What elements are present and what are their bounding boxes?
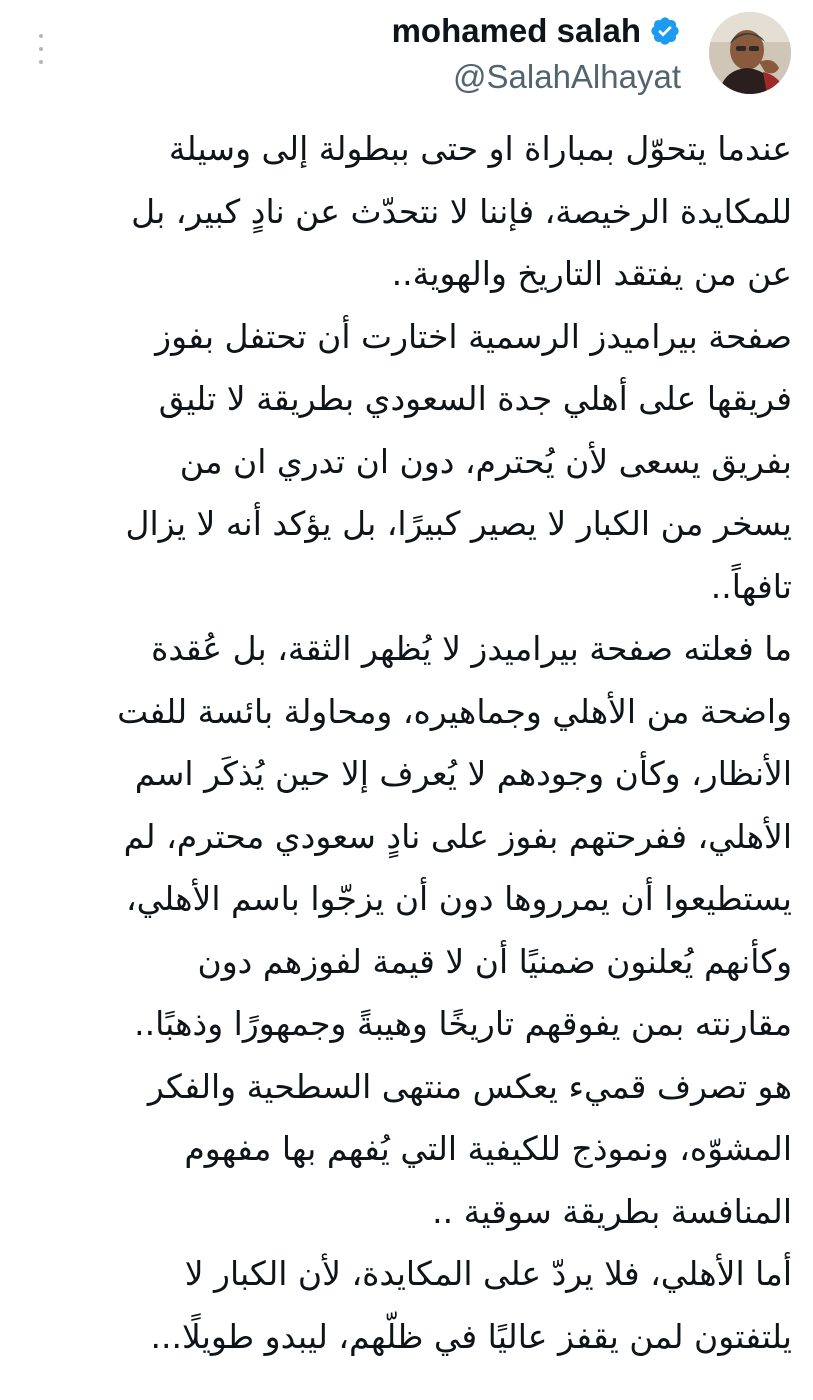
tweet-text-line: الأهلي، ففرحتهم بفوز على نادٍ سعودي محترم، لم: [123, 816, 792, 856]
tweet-text-line: يستطيعوا أن يمرروها دون أن يزجّوا باسم الأهلي،: [126, 879, 792, 918]
avatar-portrait-image: [709, 12, 791, 94]
author-identity: [392, 8, 681, 96]
tweet-text-line: صفحة بيراميدز الرسمية اختارت أن تحتفل بفوز: [155, 316, 792, 356]
author-name-row: [392, 8, 681, 54]
author-handle[interactable]: @SalahAlhayat: [453, 58, 681, 95]
tweet-text: [22, 118, 792, 1368]
tweet-text-line: تافهاً..: [710, 566, 792, 606]
tweet-text-line: هو تصرف قميء يعكس منتهى السطحية والفكر: [147, 1066, 792, 1106]
tweet-text-line: المنافسة بطريقة سوقية ..: [432, 1191, 792, 1231]
tweet-text-line: واضحة من الأهلي وجماهيره، ومحاولة بائسة للفت: [117, 691, 792, 731]
tweet-text-line: أما الأهلي، فلا يردّ على المكايدة، لأن الكبار لا: [184, 1254, 792, 1293]
more-vertical-icon-dot: [39, 60, 43, 64]
tweet-text-line: للمكايدة الرخيصة، فإننا لا نتحدّث عن نادٍ كبير، بل: [131, 191, 792, 231]
tweet-header: [0, 0, 813, 110]
more-options-button[interactable]: [30, 34, 52, 64]
tweet-text-line: وكأنهم يُعلنون ضمنيًا أن لا قيمة لفوزهم دون: [197, 941, 792, 981]
more-vertical-icon: [39, 34, 43, 38]
tweet-text-line: الأنظار، وكأن وجودهم لا يُعرف إلا حين يُذكَر اسم: [134, 754, 792, 793]
more-vertical-icon-dot: [39, 47, 43, 51]
tweet-text-line: بفريق يسعى لأن يُحترم، دون ان تدري ان من: [179, 441, 792, 481]
avatar[interactable]: [709, 12, 791, 94]
tweet-text-line: فريقها على أهلي جدة السعودي بطريقة لا تليق: [158, 379, 792, 418]
verified-badge-icon: [649, 15, 681, 47]
tweet-text-line: عندما يتحوّل بمباراة او حتى ببطولة إلى وسيلة: [168, 129, 792, 168]
tweet-text-line: يسخر من الكبار لا يصير كبيرًا، بل يؤكد أنه لا يزال: [125, 504, 792, 543]
tweet-text-line: ما فعلته صفحة بيراميدز لا يُظهر الثقة، بل عُقدة: [151, 629, 792, 668]
tweet-text-line: مقارنته بمن يفوقهم تاريخًا وهيبةً وجمهورًا وذهبًا..: [134, 1004, 792, 1043]
tweet-text-line: يلتفتون لمن يقفز عاليًا في ظلّهم، ليبدو طويلًا...: [150, 1316, 792, 1356]
tweet-text-line: المشوّه، ونموذج للكيفية التي يُفهم بها مفهوم: [184, 1129, 792, 1168]
author-display-name[interactable]: mohamed salah: [391, 12, 641, 49]
tweet-text-line: عن من يفتقد التاريخ والهوية..: [391, 254, 792, 293]
